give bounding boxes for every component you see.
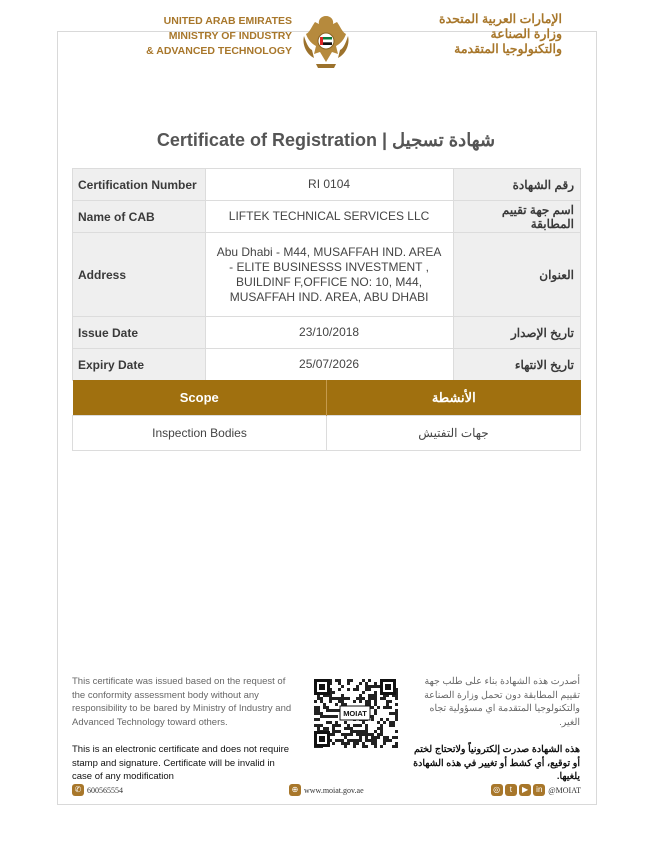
label-en: Expiry Date <box>73 349 206 381</box>
qr-code <box>312 677 398 749</box>
ministry-line-3: & ADVANCED TECHNOLOGY <box>146 45 292 57</box>
uae-emblem-icon <box>300 10 352 74</box>
table-row <box>73 416 581 451</box>
certificate-details-table <box>72 168 581 381</box>
qr-label: MOIAT <box>343 709 367 718</box>
phone-number: 600565554 <box>87 785 123 795</box>
label-en: Issue Date <box>73 317 206 349</box>
certificate-title: Certificate of Registration | شهادة تسجيل <box>156 130 496 150</box>
instagram-icon: ◎ <box>491 784 503 796</box>
label-en: Certification Number <box>73 169 206 201</box>
issue-date-value: 23/10/2018 <box>205 317 453 349</box>
youtube-icon: ▶ <box>519 784 531 796</box>
label-en: Address <box>73 233 206 317</box>
table-row <box>73 317 581 349</box>
ministry-ar-line-1: الإمارات العربية المتحدة <box>439 12 562 26</box>
label-ar: اسم جهة تقييم المطابقة <box>453 201 581 233</box>
footer-phone[interactable] <box>72 784 123 796</box>
electronic-notice-ar: هذه الشهادة صدرت إلكترونياً ولاتحتاج لختم أو توقيع، أي كشط أو تغيير في هذه الشهادة يلغيها. <box>413 744 580 782</box>
electronic-notice-en: This is an electronic certificate and does not require stamp and signature. Certificate will be invalid in case of any modification <box>72 744 290 782</box>
footer <box>72 784 581 798</box>
label-ar: رقم الشهادة <box>453 169 581 201</box>
cab-name-value: LIFTEK TECHNICAL SERVICES LLC <box>205 201 453 233</box>
disclaimer-en: This certificate was issued based on the request of the conformity assessment body without any responsibility to be bared by Ministry of Industry and Advanced Technology toward others. <box>72 676 292 728</box>
table-row <box>73 349 581 381</box>
scope-value-ar: جهات التفتيش <box>327 416 581 451</box>
expiry-date-value: 25/07/2026 <box>205 349 453 381</box>
ministry-name-ar <box>362 12 562 57</box>
globe-icon: ⊕ <box>289 784 301 796</box>
scope-value-en: Inspection Bodies <box>73 416 327 451</box>
table-row <box>73 201 581 233</box>
label-ar: تاريخ الإصدار <box>453 317 581 349</box>
footer-website[interactable] <box>289 784 364 796</box>
scope-header-ar: الأنشطة <box>327 380 581 416</box>
label-ar: العنوان <box>453 233 581 317</box>
certification-number-value: RI 0104 <box>205 169 453 201</box>
linkedin-icon: in <box>533 784 545 796</box>
table-row <box>73 169 581 201</box>
address-value: Abu Dhabi - M44, MUSAFFAH IND. AREA - ELITE BUSINESSS INVESTMENT , BUILDINF F,OFFICE NO: 10, M44, MUSAFFAH IND. AREA, ABU DHABI <box>205 233 453 317</box>
website-link: www.moiat.gov.ae <box>304 785 364 795</box>
table-row <box>73 233 581 317</box>
scope-header-en: Scope <box>73 380 327 416</box>
footer-social[interactable] <box>491 784 581 796</box>
label-en: Name of CAB <box>73 201 206 233</box>
ministry-name-en <box>92 14 292 59</box>
label-ar: تاريخ الانتهاء <box>453 349 581 381</box>
ministry-line-1: UNITED ARAB EMIRATES <box>163 15 292 27</box>
twitter-icon: t <box>505 784 517 796</box>
ministry-ar-line-2: وزارة الصناعة <box>490 27 562 41</box>
social-handle: @MOIAT <box>548 785 581 795</box>
scope-table <box>72 380 581 451</box>
ministry-ar-line-3: والتكنولوجيا المتقدمة <box>454 42 562 56</box>
phone-icon: ✆ <box>72 784 84 796</box>
ministry-line-2: MINISTRY OF INDUSTRY <box>168 30 292 42</box>
disclaimer-ar: أصدرت هذه الشهادة بناء على طلب جهة تقييم المطابقة دون تحمل وزارة الصناعة والتكنولوجيا المتقدمة اي مسؤولية تجاه الغير. <box>424 676 580 728</box>
